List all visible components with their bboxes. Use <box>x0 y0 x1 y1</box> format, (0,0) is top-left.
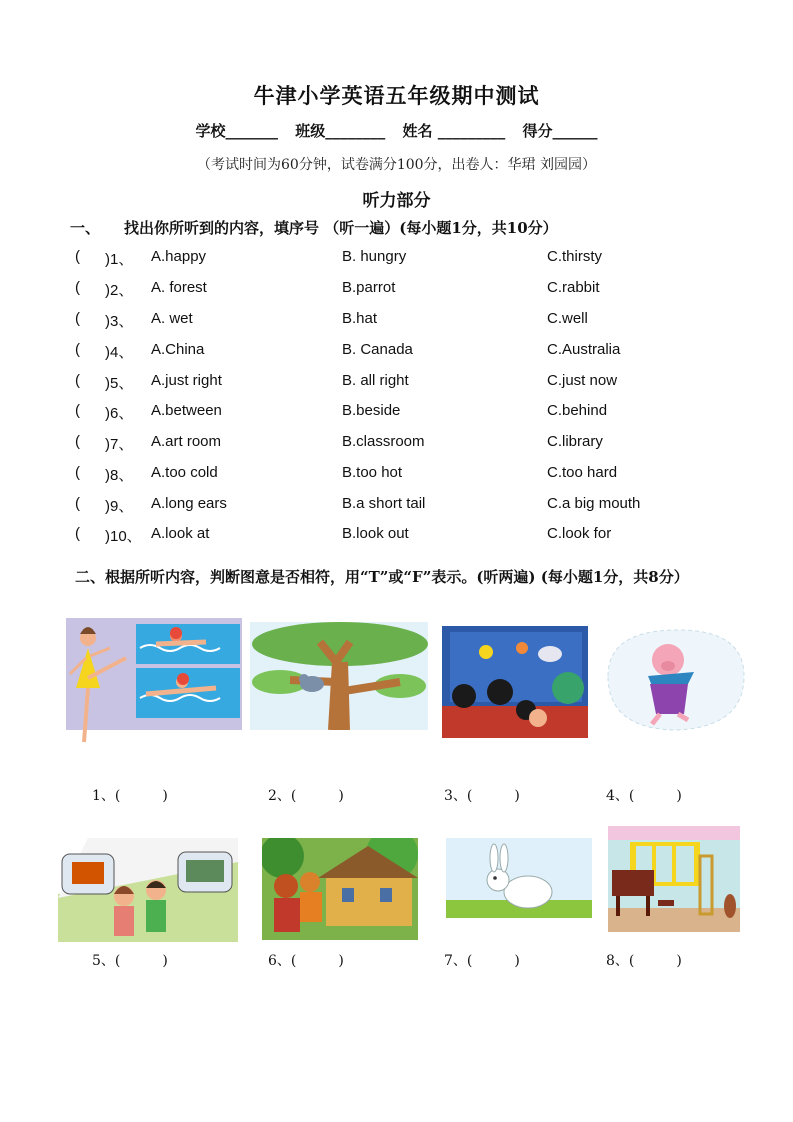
picture-music-room <box>608 826 740 932</box>
score-field[interactable]: 得分______ <box>522 122 598 140</box>
picture-label[interactable]: 1、( ) <box>92 788 168 804</box>
section2-instruction: 二、根据所听内容，判断图意是否相符，用“T”或“F”表示。(听两遍) (每小题1分，共8分） <box>75 568 689 586</box>
option-b: B.look out <box>342 525 409 542</box>
option-b: B. hungry <box>342 248 407 265</box>
picture-label[interactable]: 4、( ) <box>606 788 682 804</box>
option-b: B. all right <box>342 372 409 389</box>
question-number: )5、 <box>105 375 134 392</box>
option-b: B.beside <box>342 402 401 419</box>
option-c: C.a big mouth <box>547 495 641 512</box>
option-c: C.rabbit <box>547 279 600 296</box>
option-a: A. forest <box>151 279 207 296</box>
answer-blank[interactable]: ( <box>75 248 80 265</box>
question-number: )4、 <box>105 344 134 361</box>
option-c: C.thirsty <box>547 248 603 265</box>
name-field[interactable]: 姓名 _________ <box>402 122 506 140</box>
answer-blank[interactable]: ( <box>75 525 80 542</box>
question-number: )1、 <box>105 251 134 268</box>
question-row <box>75 495 755 517</box>
question-number: )8、 <box>105 467 134 484</box>
option-a: A.between <box>151 402 222 419</box>
option-a: A.China <box>151 341 205 358</box>
question-row <box>75 248 755 270</box>
picture-girls-house <box>262 838 418 940</box>
question-number: )9、 <box>105 498 134 515</box>
student-info-line <box>0 120 793 141</box>
answer-blank[interactable]: ( <box>75 279 80 296</box>
question-row <box>75 372 755 394</box>
picture-tree-bird <box>250 622 428 730</box>
question-row <box>75 310 755 332</box>
option-c: C.too hard <box>547 464 618 481</box>
question-number: )7、 <box>105 436 134 453</box>
option-a: A.look at <box>151 525 210 542</box>
section1-instruction: 找出你所听到的内容，填序号 （听一遍）(每小题1分，共10分） <box>124 219 558 237</box>
option-a: A.art room <box>151 433 222 450</box>
picture-label[interactable]: 5、( ) <box>92 953 168 969</box>
picture-label[interactable]: 6、( ) <box>268 953 344 969</box>
option-c: C.Australia <box>547 341 621 358</box>
option-c: C.just now <box>547 372 618 389</box>
answer-blank[interactable]: ( <box>75 433 80 450</box>
option-c: C.well <box>547 310 588 327</box>
question-number: )6、 <box>105 405 134 422</box>
option-a: A.too cold <box>151 464 218 481</box>
option-b: B.parrot <box>342 279 396 296</box>
question-row <box>75 402 755 424</box>
answer-blank[interactable]: ( <box>75 402 80 419</box>
option-c: C.library <box>547 433 603 450</box>
option-a: A.happy <box>151 248 207 265</box>
option-c: C.behind <box>547 402 608 419</box>
question-row <box>75 433 755 455</box>
section1-number: 一、 <box>70 219 101 237</box>
picture-dancer-swimmers <box>66 618 242 744</box>
option-b: B.too hot <box>342 464 403 481</box>
option-b: B. Canada <box>342 341 413 358</box>
question-number: )10、 <box>105 528 142 545</box>
answer-blank[interactable]: ( <box>75 372 80 389</box>
picture-rabbit <box>446 838 592 918</box>
question-row <box>75 525 755 547</box>
question-number: )3、 <box>105 313 134 330</box>
picture-label[interactable]: 8、( ) <box>606 953 682 969</box>
option-b: B.a short tail <box>342 495 426 512</box>
question-row <box>75 279 755 301</box>
page-title: 牛津小学英语五年级期中测试 <box>253 83 540 108</box>
school-field[interactable]: 学校_______ <box>195 122 279 140</box>
picture-children-watching <box>442 626 588 738</box>
answer-blank[interactable]: ( <box>75 464 80 481</box>
answer-blank[interactable]: ( <box>75 495 80 512</box>
answer-blank[interactable]: ( <box>75 341 80 358</box>
question-row <box>75 341 755 363</box>
option-b: B.hat <box>342 310 378 327</box>
exam-note: （考试时间为60分钟，试卷满分100分，出卷人：华珺 刘园园） <box>197 157 596 173</box>
picture-pig-skating <box>598 626 746 732</box>
question-number: )2、 <box>105 282 134 299</box>
section1-heading <box>70 217 558 238</box>
answer-blank[interactable]: ( <box>75 310 80 327</box>
picture-school-walk <box>58 838 238 942</box>
option-a: A. wet <box>151 310 193 327</box>
picture-label[interactable]: 3、( ) <box>444 788 520 804</box>
picture-label[interactable]: 2、( ) <box>268 788 344 804</box>
option-a: A.just right <box>151 372 222 389</box>
class-field[interactable]: 班级________ <box>295 122 386 140</box>
option-b: B.classroom <box>342 433 425 450</box>
part-title: 听力部分 <box>362 191 431 211</box>
option-a: A.long ears <box>151 495 227 512</box>
option-c: C.look for <box>547 525 612 542</box>
question-row <box>75 464 755 486</box>
picture-label[interactable]: 7、( ) <box>444 953 520 969</box>
